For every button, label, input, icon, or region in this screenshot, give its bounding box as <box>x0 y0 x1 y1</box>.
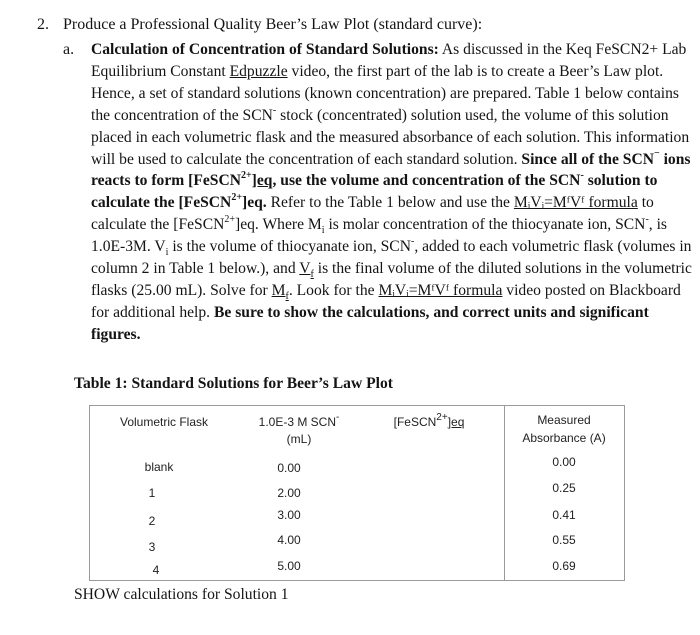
part-letter: a. <box>63 41 75 58</box>
header-flask: Volumetric Flask <box>119 415 209 429</box>
absorbance-cell: 0.69 <box>552 559 576 573</box>
absorbance-cell: 0.41 <box>552 508 576 522</box>
volume-cell: 4.00 <box>277 533 301 547</box>
volume-cell: 0.00 <box>277 461 301 475</box>
absorbance-cell: 0.25 <box>552 481 576 495</box>
volume-cell: 3.00 <box>277 508 301 522</box>
section-heading: Calculation of Concentration of Standard Solutions: <box>91 41 439 58</box>
question-title: Produce a Professional Quality Beer’s Law Plot (standard curve): <box>63 16 483 33</box>
header-scn: 1.0E-3 M SCN- <box>258 412 340 429</box>
edpuzzle-link[interactable]: Edpuzzle <box>229 62 288 80</box>
absorbance-cell: 0.55 <box>552 533 576 547</box>
standards-table <box>89 405 625 581</box>
volume-cell: 2.00 <box>277 486 301 500</box>
flask-cell: 1 <box>148 486 156 500</box>
show-calculations-prompt: SHOW calculations for Solution 1 <box>74 586 289 603</box>
flask-cell: 3 <box>148 540 156 554</box>
header-scn-unit: (mL) <box>286 432 312 446</box>
absorbance-cell: 0.00 <box>552 455 576 469</box>
formula-video-link[interactable]: MᵢVᵢ=MᶠVᶠ formula <box>378 281 503 299</box>
flask-cell: 2 <box>148 514 156 528</box>
flask-cell: 4 <box>152 563 160 577</box>
bold-reminder: Be sure to show the calculations, and correct units and significant figures. <box>91 303 649 343</box>
volume-cell: 5.00 <box>277 559 301 573</box>
instructions-paragraph: Calculation of Concentration of Standard Solutions: As discussed in the Keq FeSCN2+ Lab Equilibrium Constant Edpuzzle video, the first part of the lab is to create a Beer’s Law plot. Hence, a set of standard solutions (known concentration) are prepared. Table 1 below contains the concentration of the SCN- stock (concentrated) solution used, the volume of this solution placed in each volumetric flask and the measured absorbance of each solution. This information will be used to calculate the concentration of each standard solution. Since all of the SCN− ions reacts to form [FeSCN$^{2+}$]eq, use the volume and concentration of the SCN- solution to calculate the [FeSCN$^{2+}$]eq. Refer to the Table 1 below and use the MᵢVᵢ=MᶠVᶠ formula to calculate the [FeSCN$^{2+}$]eq. Where $M_i$ is molar concentration of the thiocyanate ion, SCN-, is 1.0E-3M. $V_i$ is the volume of thiocyanate ion, SCN-, added to each volumetric flask (volumes in column 2 in Table 1 below.), and $V_f$ is the final volume of the diluted solutions in the volumetric flasks (25.00 mL). Solve for $M_f$. Look for the MᵢVᵢ=MᶠVᶠ formula video posted on Blackboard for additional help. Be sure to show the calculations, and correct units and significant figures. <box>91 41 692 343</box>
header-absorbance-unit: Absorbance (A) <box>522 431 606 445</box>
header-absorbance: Measured <box>537 413 591 427</box>
flask-cell: blank <box>144 460 174 474</box>
formula-text: MᵢVᵢ=MᶠVᶠ formula <box>513 194 638 212</box>
table-caption: Table 1: Standard Solutions for Beer’s Law Plot <box>74 375 393 392</box>
question-number: 2. <box>37 16 49 33</box>
header-fescn: [FeSCN$^{2+}$]eq <box>393 412 465 429</box>
